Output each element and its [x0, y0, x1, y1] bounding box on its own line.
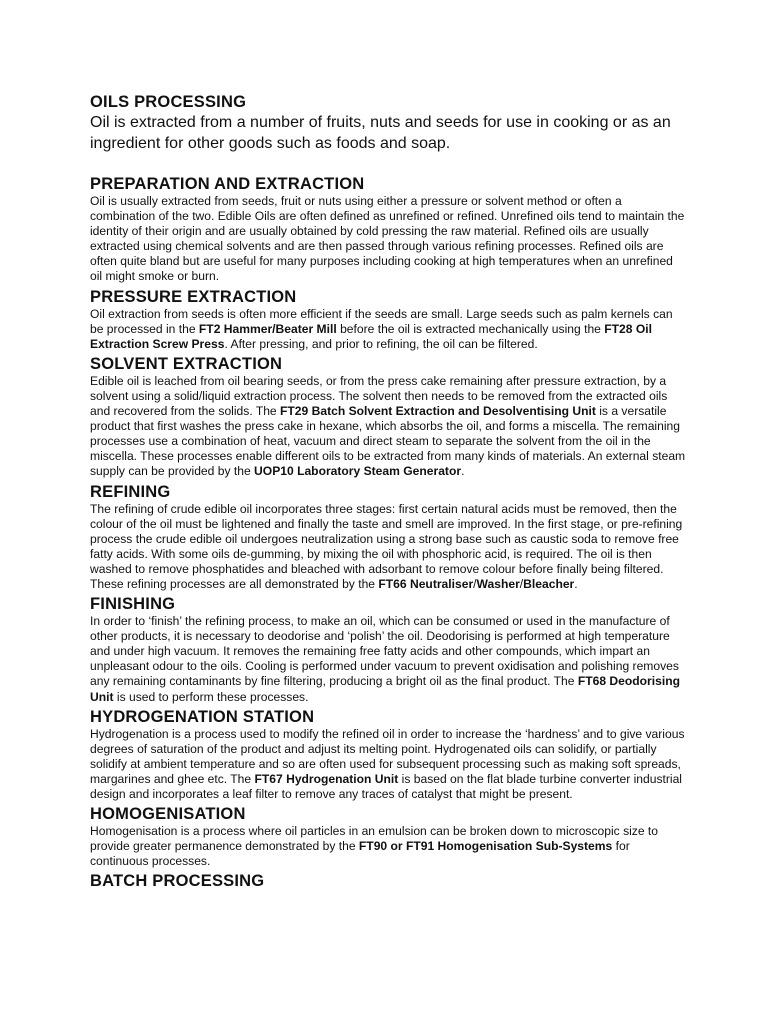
section-solvent-extraction: [90, 354, 686, 480]
product-name: FT2 Hammer/Beater Mill: [198, 321, 337, 336]
intro-paragraph: Oil is extracted from a number of fruits, nuts and seeds for use in cooking or as an ingredient for other goods such as foods and soap.: [90, 114, 671, 152]
product-name: FT29 Batch Solvent Extraction and Desolventising Unit: [280, 404, 596, 419]
product-name: FT66 Neutraliser: [378, 576, 474, 591]
document-page: [90, 92, 686, 891]
section-heading: SOLVENT EXTRACTION: [90, 354, 283, 373]
section-pressure-extraction: [90, 287, 686, 352]
product-name: FT67 Hydrogenation Unit: [254, 771, 399, 786]
section-hydrogenation-station: [90, 707, 686, 802]
section-paragraph: Hydrogenation is a process used to modify the refined oil in order to increase the ‘hardness’ and to give various degrees of saturation of the product and adjust its melting point. Hydrogenated oils can solidify, or partially solidify at ambient temperature and so are often used for subsequent processing such as making soft spreads, margarines and ghee etc. The FT67 Hydrogenation Unit is based on the flat blade turbine converter industrial design and incorporates a leaf filter to remove any traces of catalyst that might be present.: [90, 726, 685, 801]
section-heading: BATCH PROCESSING: [90, 872, 265, 891]
section-paragraph: Oil extraction from seeds is often more efficient if the seeds are small. Large seeds such as palm kernels can be processed in the FT2 Hammer/Beater Mill before the oil is extracted mechanically using the FT28 Oil Extraction Screw Press. After pressing, and prior to refining, the oil can be filtered.: [90, 306, 673, 351]
section-finishing: [90, 594, 686, 705]
product-name: FT90 or FT91 Homogenisation Sub-Systems: [358, 839, 613, 854]
section-paragraph: Homogenisation is a process where oil particles in an emulsion can be broken down to microscopic size to provide greater permanence demonstrated by the FT90 or FT91 Homogenisation Sub-Systems for continuous processes.: [90, 824, 659, 869]
document-title: OILS PROCESSING: [90, 93, 247, 111]
product-name: UOP10 Laboratory Steam Generator: [254, 464, 462, 479]
section-refining: [90, 482, 686, 593]
section-paragraph: The refining of crude edible oil incorporates three stages: first certain natural acids must be removed, then the colour of the oil must be lightened and finally the taste and smell are improved. In the first stage, or pre-refining process the crude edible oil undergoes neutralization using a strong base such as caustic soda to remove free fatty acids. With some oils de-gumming, by mixing the oil with phosphoric acid, is required. The oil is then washed to remove phosphatides and bleached with adsorbant to remove colour before finally being filtered. These refining processes are all demonstrated by the FT66 Neutraliser/Washer/Bleacher.: [90, 501, 683, 591]
section-homogenisation: [90, 804, 686, 869]
section-paragraph: Edible oil is leached from oil bearing seeds, or from the press cake remaining after pressure extraction, by a solvent using a solid/liquid extraction process. The solvent then needs to be removed from the extracted oils and recovered from the solids. The FT29 Batch Solvent Extraction and Desolventising Unit is a versatile product that first washes the press cake in hexane, which absorbs the oil, and forms a miscella. The remaining processes use a combination of heat, vacuum and direct steam to separate the solvent from the oil in the miscella. These processes enable different oils to be extracted from many kinds of materials. An external steam supply can be provided by the UOP10 Laboratory Steam Generator.: [90, 373, 686, 479]
product-name: Washer: [476, 576, 520, 591]
section-heading: REFINING: [90, 482, 171, 501]
product-name: FT28 Oil Extraction Screw Press: [90, 321, 652, 351]
section-heading: HYDROGENATION STATION: [90, 707, 315, 726]
product-name: Bleacher: [523, 576, 575, 591]
section-paragraph: In order to ‘finish’ the refining process, to make an oil, which can be consumed or used in the manufacture of other products, it is necessary to deodorise and ‘polish’ the oil. Deodorising is performed at high temperature and under high vacuum. It removes the remaining free fatty acids and other compounds, which impart an unpleasant odour to the oils. Cooling is performed under vacuum to prevent oxidisation and polishing removes any remaining contaminants by fine filtering, producing a bright oil as the final product. The FT68 Deodorising Unit is used to perform these processes.: [90, 614, 680, 704]
section-heading: HOMOGENISATION: [90, 805, 246, 824]
product-name: FT68 Deodorising Unit: [90, 674, 680, 704]
section-heading: FINISHING: [90, 595, 176, 614]
section-heading: PRESSURE EXTRACTION: [90, 287, 297, 306]
section-batch-processing: [90, 871, 686, 891]
section-paragraph: Oil is usually extracted from seeds, fruit or nuts using either a pressure or solvent method or often a combination of the two. Edible Oils are often defined as unrefined or refined. Unrefined oils tend to maintain the identity of their origin and are usually obtained by cold pressing the raw material. Refined oils are usually: [90, 194, 685, 239]
section-preparation-and-extraction: [90, 174, 686, 285]
section-paragraph: extracted using chemical solvents and are then passed through various refining processes. Refined oils are often quite bland but are useful for many purposes including cooking at high temperatures when an unrefined oil might smoke or burn.: [90, 239, 673, 284]
section-heading: PREPARATION AND EXTRACTION: [90, 175, 365, 193]
